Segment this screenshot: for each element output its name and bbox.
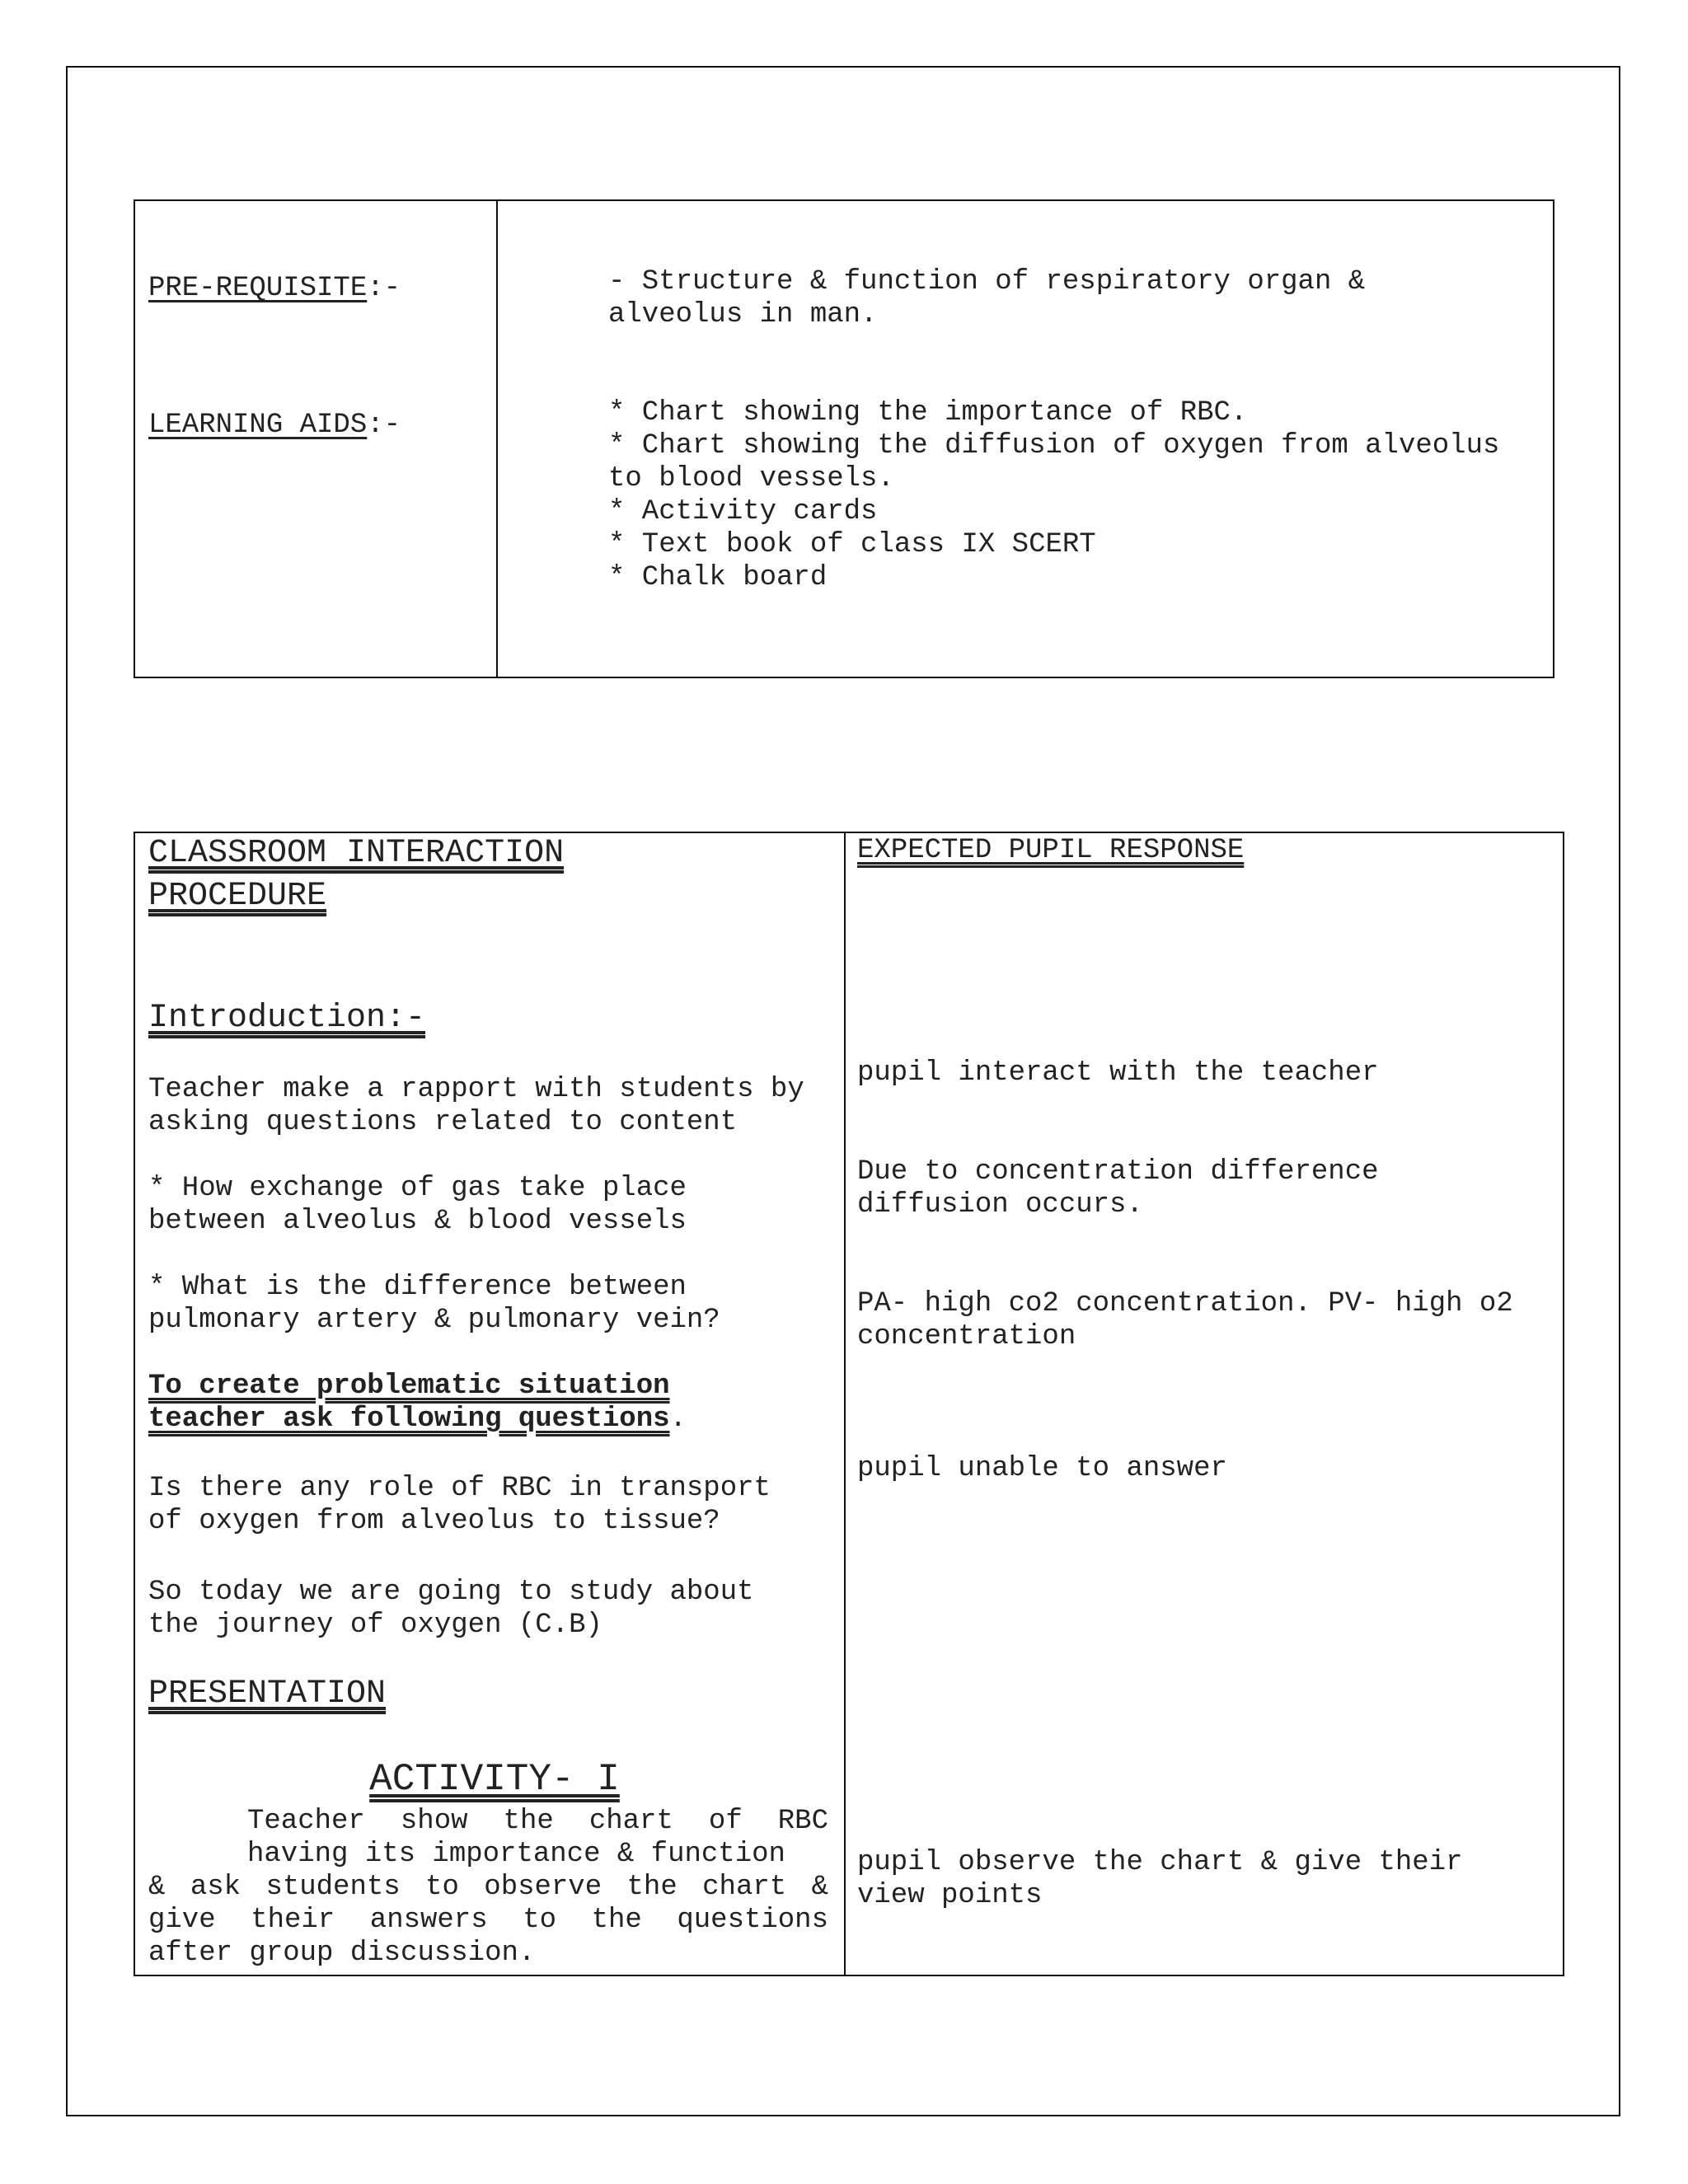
learning-aids-list: * Chart showing the importance of RBC. * Chart showing the diffusion of oxygen from alveolus to blood vessels. * Activity cards * Text book of class IX SCERT * Chalk board	[608, 397, 1500, 593]
prerequisite-label-row	[148, 272, 401, 305]
learning-aids-label: LEARNING AIDS	[148, 410, 368, 441]
activity-title: ACTIVITY- I	[369, 1758, 620, 1801]
prerequisite-text: - Structure & function of respiratory organ & alveolus in man.	[608, 266, 1366, 330]
activity-line-4: give their answers to the questions	[148, 1905, 828, 1936]
introduction-heading: Introduction:-	[148, 1000, 426, 1037]
response-pa-pv: PA- high co2 concentration. PV- high o2 concentration	[857, 1288, 1513, 1352]
problematic-situation: To create problematic situation teacher ask following questions.	[148, 1371, 687, 1435]
learning-aids-label-row	[148, 409, 401, 442]
question-gas-exchange: * How exchange of gas take place between alveolus & blood vessels	[148, 1173, 687, 1237]
right-column-heading: EXPECTED PUPIL RESPONSE	[857, 835, 1245, 866]
response-unable: pupil unable to answer	[857, 1453, 1227, 1484]
activity-line-5: after group discussion.	[148, 1938, 536, 1969]
table-divider	[844, 833, 846, 1975]
response-interact: pupil interact with the teacher	[857, 1057, 1379, 1089]
today-topic-text: So today we are going to study about the journey of oxygen (C.B)	[148, 1577, 754, 1641]
activity-line-3: & ask students to observe the chart &	[148, 1872, 828, 1903]
question-rbc-role: Is there any role of RBC in transport of oxygen from alveolus to tissue?	[148, 1473, 771, 1537]
response-diffusion: Due to concentration difference diffusion occurs.	[857, 1156, 1379, 1221]
activity-line-2: having its importance & function	[247, 1839, 785, 1870]
prerequisite-suffix: :-	[367, 273, 401, 304]
left-column-heading: CLASSROOM INTERACTION PROCEDURE	[148, 835, 565, 915]
presentation-heading: PRESENTATION	[148, 1675, 387, 1713]
table-divider	[496, 201, 498, 677]
response-observe-chart: pupil observe the chart & give their view points	[857, 1847, 1463, 1911]
activity-line-1: Teacher show the chart of RBC	[247, 1806, 828, 1837]
learning-aids-suffix: :-	[367, 410, 401, 441]
prerequisite-label: PRE-REQUISITE	[148, 273, 368, 304]
introduction-text: Teacher make a rapport with students by asking questions related to content	[148, 1074, 804, 1138]
question-artery-vein: * What is the difference between pulmonary artery & pulmonary vein?	[148, 1272, 720, 1336]
